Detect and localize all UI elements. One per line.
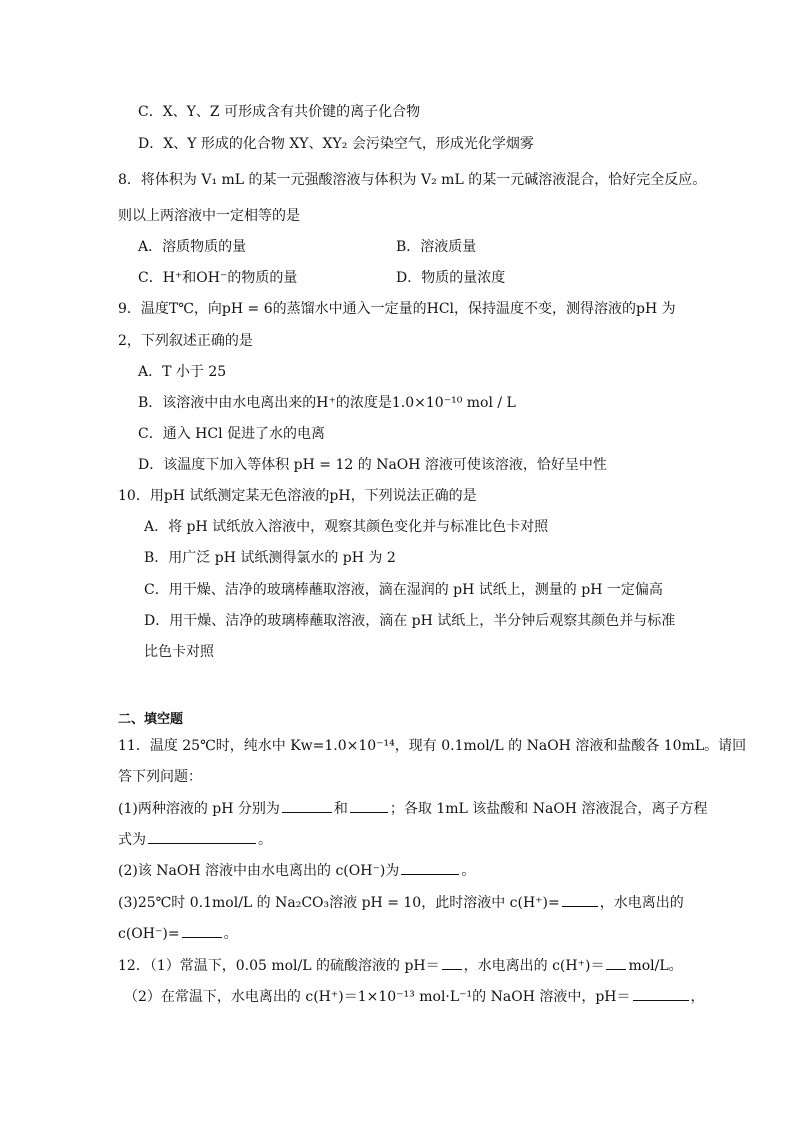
q11-part3-text-a: (3)25℃时 0.1mol/L 的 Na₂CO₃溶液 pH = 10，此时溶液中 c(H⁺)=	[118, 895, 560, 911]
q9-option-b: B．该溶液中由水电离出来的H⁺的浓度是1.0×10⁻¹⁰ mol / L	[138, 395, 516, 411]
q11-part3-text-d: 。	[223, 926, 238, 942]
q12-part2-text-a: （2）在常温下，水电离出的 c(H⁺)＝1×10⁻¹³ mol·L⁻¹的 NaOH 溶液中，pH＝	[124, 989, 631, 1005]
section-title-fill-in: 二、填空题	[118, 712, 184, 727]
answer-blank[interactable]	[148, 829, 256, 844]
q11-part2-text-b: 。	[461, 863, 476, 879]
q11-part2	[118, 860, 475, 881]
answer-blank[interactable]	[182, 923, 222, 938]
q9-stem-line2: 2，下列叙述正确的是	[118, 333, 253, 349]
q11-part3-text-b: ，水电离出的	[599, 895, 684, 911]
q10-option-c: C．用干燥、洁净的玻璃棒蘸取溶液，滴在湿润的 pH 试纸上，测量的 pH 一定偏高	[144, 582, 663, 598]
q12-part1	[118, 955, 683, 976]
q8-stem-line2: 则以上两溶液中一定相等的是	[118, 208, 300, 224]
q10-option-a: A．将 pH 试纸放入溶液中，观察其颜色变化并与标准比色卡对照	[144, 519, 549, 535]
q10-option-b: B．用广泛 pH 试纸测得氯水的 pH 为 2	[144, 550, 396, 566]
q11-part1-text-e: 。	[258, 832, 272, 848]
q8-option-c: C．H⁺和OH⁻的物质的量	[138, 270, 298, 286]
q11-stem-line1: 11．温度 25℃时，纯水中 Kw=1.0×10⁻¹⁴，现有 0.1mol/L 的 NaOH 溶液和盐酸各 10mL。请回	[118, 738, 747, 754]
q9-option-d: D．该温度下加入等体积 pH = 12 的 NaOH 溶液可使该溶液，恰好呈中性	[138, 457, 607, 473]
answer-blank[interactable]	[633, 986, 689, 1001]
q10-option-d-line2: 比色卡对照	[144, 644, 214, 660]
q11-part1-line2	[118, 829, 272, 850]
answer-blank[interactable]	[401, 860, 459, 875]
q12-part2	[124, 986, 705, 1007]
q11-part1-line1	[118, 798, 707, 819]
q12-part1-text-c: mol/L。	[628, 958, 683, 974]
q12-part2-text-b: ，	[690, 989, 705, 1005]
q9-option-c: C．通入 HCl 促进了水的电离	[138, 426, 326, 442]
answer-blank[interactable]	[282, 798, 332, 813]
q10-stem: 10．用pH 试纸测定某无色溶液的pH，下列说法正确的是	[118, 488, 477, 504]
answer-blank[interactable]	[562, 892, 598, 907]
q11-part3-text-c: c(OH⁻)=	[118, 926, 180, 942]
q8-option-b: B．溶液质量	[396, 239, 477, 255]
q11-stem-line2: 答下列问题：	[118, 769, 202, 785]
answer-blank[interactable]	[606, 955, 626, 970]
q9-option-a: A．T 小于 25	[138, 364, 227, 380]
q7-option-d: D．X、Y 形成的化合物 XY、XY₂ 会污染空气，形成光化学烟雾	[138, 136, 534, 152]
q11-part1-text-c: ；各取 1mL 该盐酸和 NaOH 溶液混合，离子方程	[389, 801, 708, 817]
q11-part3-line1	[118, 892, 684, 913]
answer-blank[interactable]	[350, 798, 388, 813]
q8-option-d: D．物质的量浓度	[396, 270, 506, 286]
q11-part2-text-a: (2)该 NaOH 溶液中由水电离出的 c(OH⁻)为	[118, 863, 400, 879]
q11-part1-text-d: 式为	[118, 832, 146, 848]
answer-blank[interactable]	[442, 955, 462, 970]
q10-option-d-line1: D．用干燥、洁净的玻璃棒蘸取溶液，滴在 pH 试纸上，半分钟后观察其颜色并与标准	[144, 613, 676, 629]
q9-stem-line1: 9．温度T℃，向pH = 6的蒸馏水中通入一定量的HCl，保持温度不变，测得溶液的pH 为	[118, 301, 676, 317]
q12-part1-text-a: 12．（1）常温下，0.05 mol/L 的硫酸溶液的 pH＝	[118, 958, 440, 974]
q11-part3-line2	[118, 923, 238, 944]
q11-part1-text-a: (1)两种溶液的 pH 分别为	[118, 801, 280, 817]
q11-part1-text-b: 和	[333, 801, 348, 817]
q7-option-c: C．X、Y、Z 可形成含有共价键的离子化合物	[138, 104, 421, 120]
q12-part1-text-b: ，水电离出的 c(H⁺)＝	[463, 958, 605, 974]
q8-option-a: A．溶质物质的量	[138, 239, 247, 255]
q8-stem-line1: 8．将体积为 V₁ mL 的某一元强酸溶液与体积为 V₂ mL 的某一元碱溶液混合，恰好完全反应。	[118, 172, 707, 188]
